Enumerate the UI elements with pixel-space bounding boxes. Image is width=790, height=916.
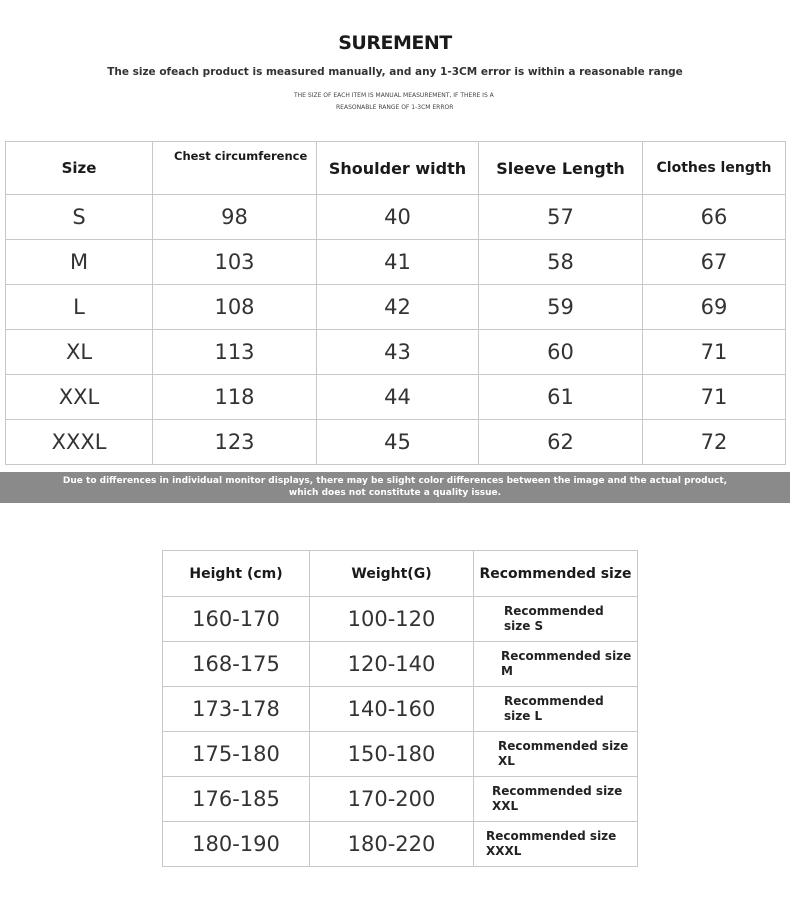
weight-cell: 150-180 [310,732,474,777]
clothes-length-cell: 66 [643,195,786,240]
weight-header: Weight(G) [310,551,474,597]
clothes-length-cell: 72 [643,420,786,465]
recommended-row [163,777,638,822]
recommended-row [163,687,638,732]
recommended-row [163,642,638,687]
chest-cell: 113 [153,330,317,375]
size-cell: S [6,195,153,240]
chest-header: Chest circumference [153,142,317,195]
color-disclaimer-banner [0,472,790,503]
size-cell: M [6,240,153,285]
height-cell: 180-190 [163,822,310,867]
shoulder-cell: 40 [317,195,479,240]
chest-cell: 118 [153,375,317,420]
sleeve-cell: 57 [479,195,643,240]
recommended-size-table [162,550,638,867]
clothes-length-cell: 71 [643,330,786,375]
recommended-row [163,597,638,642]
weight-cell: 120-140 [310,642,474,687]
sleeve-cell: 61 [479,375,643,420]
recommended-size-cell: Recommended size XXL [474,777,638,822]
recommended-header-row [163,551,638,597]
weight-cell: 170-200 [310,777,474,822]
clothes-length-cell: 71 [643,375,786,420]
size-chart-header-row [6,142,786,195]
size-row [6,240,786,285]
clothes-length-header: Clothes length [643,142,786,195]
note-line-1: THE SIZE OF EACH ITEM IS MANUAL MEASUREMENT, IF THERE IS A [294,92,494,99]
recommended-row [163,822,638,867]
recommended-size-cell: Recommended size L [474,687,638,732]
note-line-2: REASONABLE RANGE OF 1-3CM ERROR [336,104,454,111]
shoulder-cell: 41 [317,240,479,285]
weight-cell: 100-120 [310,597,474,642]
disclaimer-line-1: Due to differences in individual monitor displays, there may be slight color differences between the image and the actual product, [62,476,728,486]
height-cell: 160-170 [163,597,310,642]
sleeve-cell: 58 [479,240,643,285]
recommended-row [163,732,638,777]
recommended-size-cell: Recommended size XXXL [474,822,638,867]
size-row [6,330,786,375]
size-cell: L [6,285,153,330]
size-row [6,420,786,465]
height-header: Height (cm) [163,551,310,597]
height-cell: 173-178 [163,687,310,732]
size-row [6,285,786,330]
size-header: Size [6,142,153,195]
size-cell: XXXL [6,420,153,465]
size-cell: XL [6,330,153,375]
height-cell: 175-180 [163,732,310,777]
weight-cell: 140-160 [310,687,474,732]
size-chart-table [5,141,786,465]
page-title: SUREMENT [338,32,452,54]
shoulder-cell: 44 [317,375,479,420]
size-row [6,195,786,240]
recommended-size-cell: Recommended size M [474,642,638,687]
chest-cell: 108 [153,285,317,330]
size-row [6,375,786,420]
disclaimer-line-2: which does not constitute a quality issue. [288,488,502,498]
shoulder-cell: 43 [317,330,479,375]
clothes-length-cell: 69 [643,285,786,330]
measurement-subtitle: The size ofeach product is measured manually, and any 1-3CM error is within a reasonable range [107,66,683,78]
shoulder-header: Shoulder width [317,142,479,195]
chest-cell: 98 [153,195,317,240]
measurement-note [270,90,544,114]
chest-cell: 123 [153,420,317,465]
sleeve-cell: 59 [479,285,643,330]
sleeve-cell: 60 [479,330,643,375]
sleeve-header: Sleeve Length [479,142,643,195]
height-cell: 168-175 [163,642,310,687]
recommended-size-cell: Recommended size S [474,597,638,642]
height-cell: 176-185 [163,777,310,822]
weight-cell: 180-220 [310,822,474,867]
size-cell: XXL [6,375,153,420]
recommended-size-header: Recommended size [474,551,638,597]
recommended-size-cell: Recommended size XL [474,732,638,777]
clothes-length-cell: 67 [643,240,786,285]
chest-cell: 103 [153,240,317,285]
sleeve-cell: 62 [479,420,643,465]
shoulder-cell: 45 [317,420,479,465]
shoulder-cell: 42 [317,285,479,330]
